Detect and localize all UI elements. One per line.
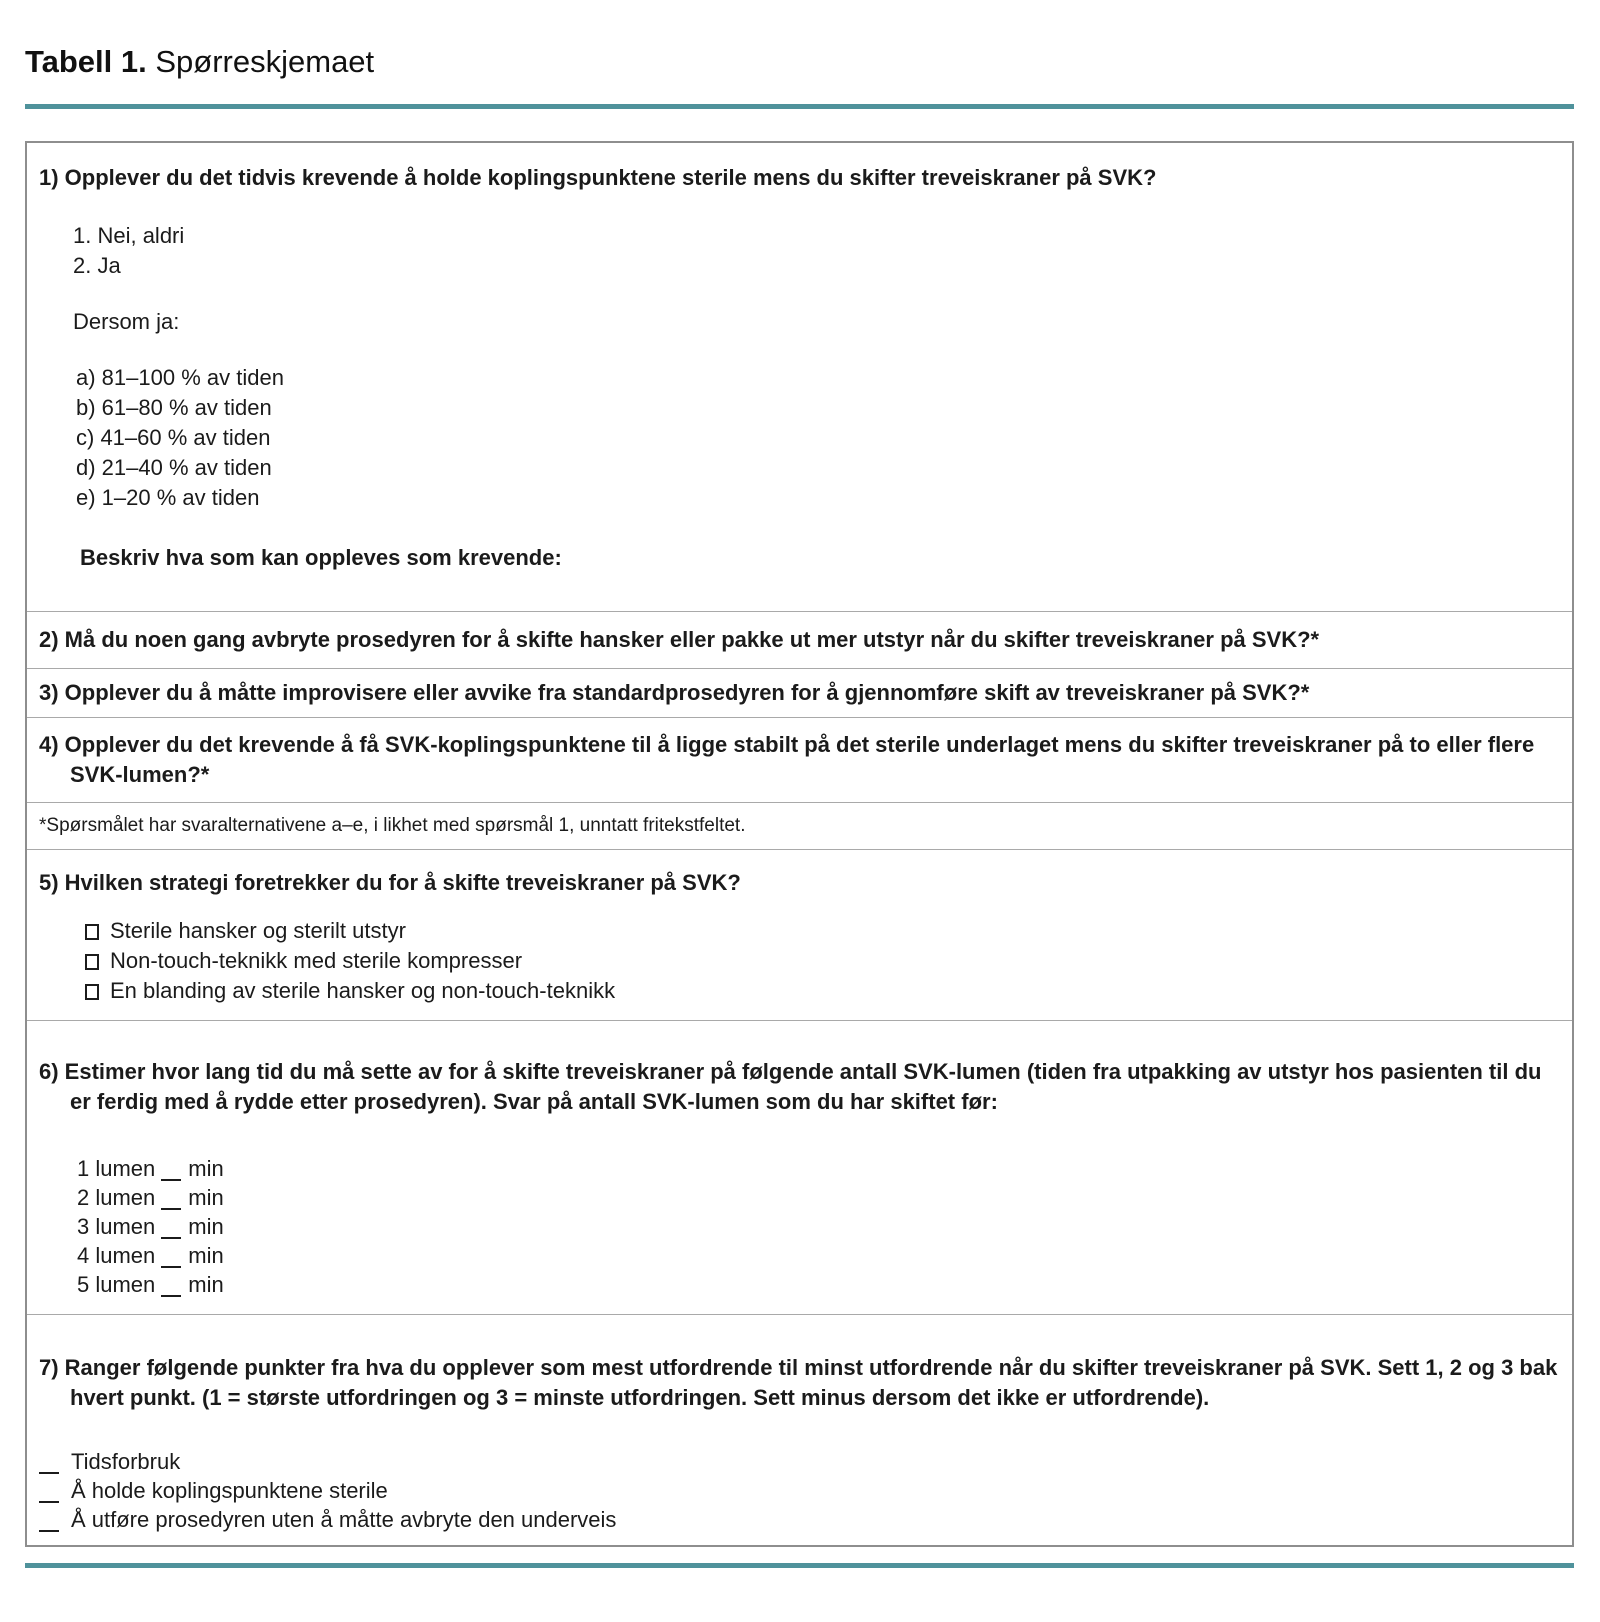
list-item (39, 1476, 1560, 1505)
question-7-row (27, 1314, 1572, 1545)
unit-label: min (188, 1156, 224, 1181)
lumen-count-label: 4 lumen (77, 1243, 156, 1268)
lumen-count-label: 5 lumen (77, 1272, 156, 1297)
unit-label: min (188, 1272, 224, 1297)
fill-in-blank (161, 1263, 181, 1268)
list-item: a) 81–100 % av tiden (76, 365, 284, 390)
fill-in-blank (39, 1527, 59, 1532)
list-item: c) 41–60 % av tiden (76, 425, 271, 450)
table-caption-number: Tabell 1. (25, 44, 147, 79)
question-4-row (27, 717, 1572, 802)
question-1-conditional-label: Dersom ja: (73, 309, 180, 334)
question-7-text: 7) Ranger følgende punkter fra hva du opplever som mest utfordrende til minst utfordrende når du skifter treveiskraner på SVK. Sett 1, 2 og 3 bak hvert punkt. (1 = største utfordringen og 3 = minste utfordringen. Sett minus dersom det ikke er utfordrende). (39, 1355, 1558, 1410)
checkbox-icon (85, 924, 99, 940)
list-item: d) 21–40 % av tiden (76, 455, 272, 480)
question-1-row (27, 143, 1572, 611)
question-3-text: 3) Opplever du å måtte improvisere eller avvike fra standardprosedyren for å gjennomføre skift av treveiskraner på SVK?* (39, 680, 1310, 705)
lumen-count-label: 3 lumen (77, 1214, 156, 1239)
question-6-text: 6) Estimer hvor lang tid du må sette av for å skifte treveiskraner på følgende antall SVK-lumen (tiden fra utpakking av utstyr hos pasienten til du er ferdig med å rydde etter prosedyren). Svar på antall SVK-lumen som du har skiftet før: (39, 1059, 1542, 1114)
fill-in-blank (161, 1292, 181, 1297)
question-5-row (27, 849, 1572, 1020)
checkbox-option-label: Non-touch-teknikk med sterile kompresser (110, 948, 523, 973)
footnote-text: *Spørsmålet har svaralternativene a–e, i likhet med spørsmål 1, unntatt fritekstfeltet. (39, 815, 746, 836)
table-caption-text: Spørreskjemaet (155, 44, 375, 79)
question-6-row (27, 1020, 1572, 1314)
checkbox-icon (85, 954, 99, 970)
list-item (85, 976, 1560, 1006)
list-item: b) 61–80 % av tiden (76, 395, 272, 420)
unit-label: min (188, 1185, 224, 1210)
list-item (39, 1447, 1560, 1476)
list-item (85, 946, 1560, 976)
table-caption (25, 44, 1574, 80)
checkbox-icon (85, 984, 99, 1000)
question-5-text: 5) Hvilken strategi foretrekker du for å skifte treveiskraner på SVK? (39, 870, 741, 895)
list-item (77, 1270, 1560, 1299)
question-2-text: 2) Må du noen gang avbryte prosedyren for å skifte hansker eller pakke ut mer utstyr når du skifter treveiskraner på SVK?* (39, 627, 1320, 652)
checkbox-option-label: En blanding av sterile hansker og non-touch-teknikk (110, 978, 616, 1003)
list-item: 2. Ja (73, 253, 121, 278)
fill-in-blank (161, 1205, 181, 1210)
list-item (39, 1505, 1560, 1534)
fill-in-blank (39, 1498, 59, 1503)
rank-item-label: Å holde koplingspunktene sterile (71, 1478, 388, 1503)
top-accent-rule (25, 104, 1574, 109)
unit-label: min (188, 1214, 224, 1239)
question-7-rank-items (39, 1447, 1560, 1534)
fill-in-blank (161, 1234, 181, 1239)
fill-in-blank (161, 1176, 181, 1181)
rank-item-label: Å utføre prosedyren uten å måtte avbryte den underveis (71, 1507, 617, 1532)
rank-item-label: Tidsforbruk (71, 1449, 181, 1474)
list-item (77, 1212, 1560, 1241)
lumen-count-label: 2 lumen (77, 1185, 156, 1210)
question-1-text: 1) Opplever du det tidvis krevende å holde koplingspunktene sterile mens du skifter treveiskraner på SVK? (39, 165, 1157, 190)
question-1-yesno-options (73, 221, 1560, 281)
question-2-row (27, 611, 1572, 668)
list-item: 1. Nei, aldri (73, 223, 185, 248)
question-4-text: 4) Opplever du det krevende å få SVK-koplingspunktene til å ligge stabilt på det sterile underlaget mens du skifter treveiskraner på to eller flere SVK-lumen?* (39, 732, 1535, 787)
bottom-accent-rule (25, 1563, 1574, 1568)
list-item (77, 1183, 1560, 1212)
list-item: e) 1–20 % av tiden (76, 485, 260, 510)
question-1-describe-prompt: Beskriv hva som kan oppleves som krevende: (80, 545, 562, 570)
footnote-row (27, 802, 1572, 849)
question-5-checkbox-options (85, 916, 1560, 1006)
fill-in-blank (39, 1469, 59, 1474)
question-6-time-items (77, 1154, 1560, 1299)
checkbox-option-label: Sterile hansker og sterilt utstyr (110, 918, 406, 943)
list-item (77, 1241, 1560, 1270)
unit-label: min (188, 1243, 224, 1268)
question-1-frequency-options (76, 363, 1560, 513)
questionnaire-table (25, 141, 1574, 1547)
lumen-count-label: 1 lumen (77, 1156, 156, 1181)
list-item (77, 1154, 1560, 1183)
list-item (85, 916, 1560, 946)
question-3-row (27, 668, 1572, 717)
